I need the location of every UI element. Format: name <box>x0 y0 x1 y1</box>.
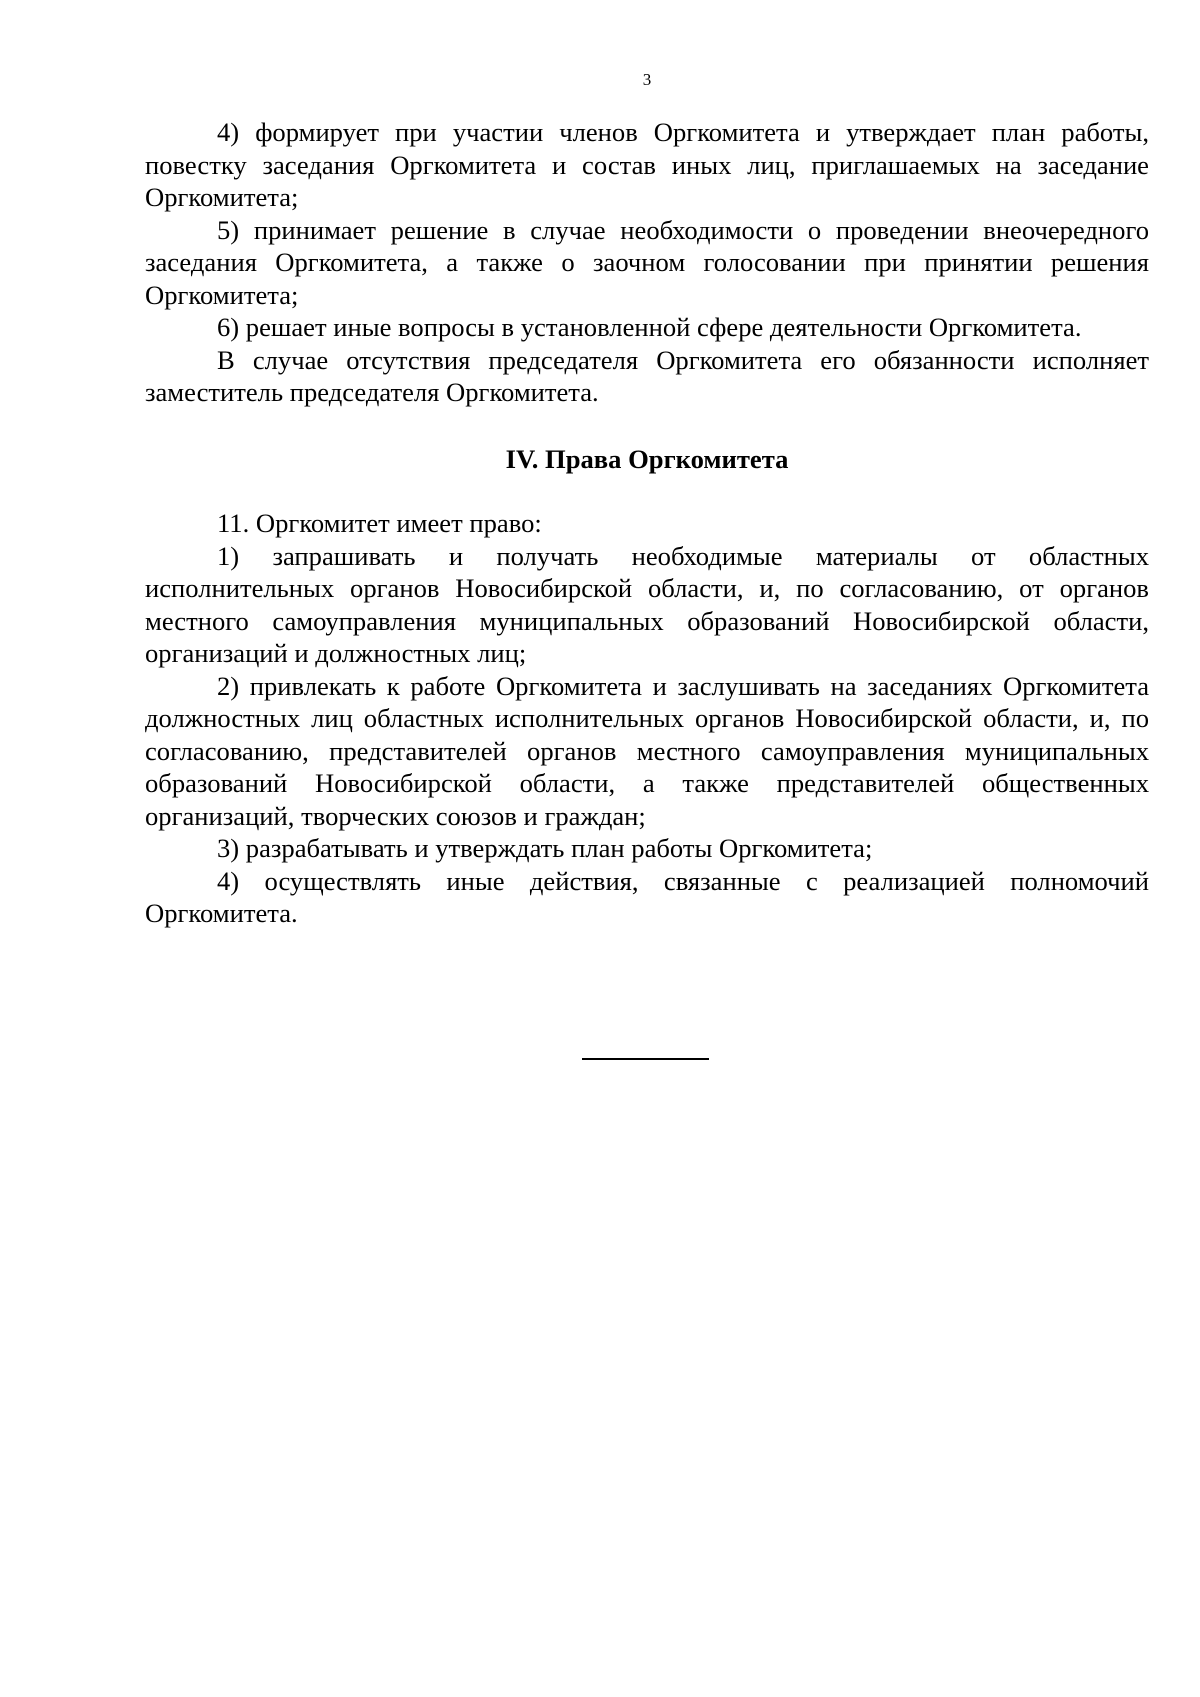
paragraph-clause-11: 11. Оргкомитет имеет право: <box>217 508 542 538</box>
chairman-duties-block <box>145 116 1149 409</box>
paragraph-item-4: 4) формирует при участии членов Оргкомитета и утверждает план работы, повестку заседания Оргкомитета и состав иных лиц, приглашаемых на заседание Оргкомитета; <box>145 117 1149 212</box>
section-heading: IV. Права Оргкомитета <box>505 444 789 474</box>
paragraph-right-2: 2) привлекать к работе Оргкомитета и заслушивать на заседаниях Оргкомитета должностных лиц областных исполнительных органов Новосибирской области, и, по согласованию, представителей органов местного самоуправления муниципальных образований Новосибирской области, а также представителей общественных организаций, творческих союзов и граждан; <box>145 670 1149 831</box>
paragraph-deputy-chairman: В случае отсутствия председателя Оргкомитета его обязанности исполняет заместитель председателя Оргкомитета. <box>145 344 1149 407</box>
paragraph-item-6: 6) решает иные вопросы в установленной сфере деятельности Оргкомитета. <box>217 312 1082 342</box>
rights-block <box>145 507 1149 930</box>
end-divider-line <box>582 1058 709 1060</box>
paragraph-right-1: 1) запрашивать и получать необходимые материалы от областных исполнительных органов Новосибирской области, и, по согласованию, от органов местного самоуправления муниципальных образований Новосибирской области, организаций и должностных лиц; <box>145 540 1149 668</box>
paragraph-right-3: 3) разрабатывать и утверждать план работы Оргкомитета; <box>217 833 873 863</box>
paragraph-right-4: 4) осуществлять иные действия, связанные с реализацией полномочий Оргкомитета. <box>145 865 1149 928</box>
page-number: 3 <box>642 70 652 89</box>
paragraph-item-5: 5) принимает решение в случае необходимости о проведении внеочередного заседания Оргкомитета, а также о заочном голосовании при принятии решения Оргкомитета; <box>145 214 1149 310</box>
